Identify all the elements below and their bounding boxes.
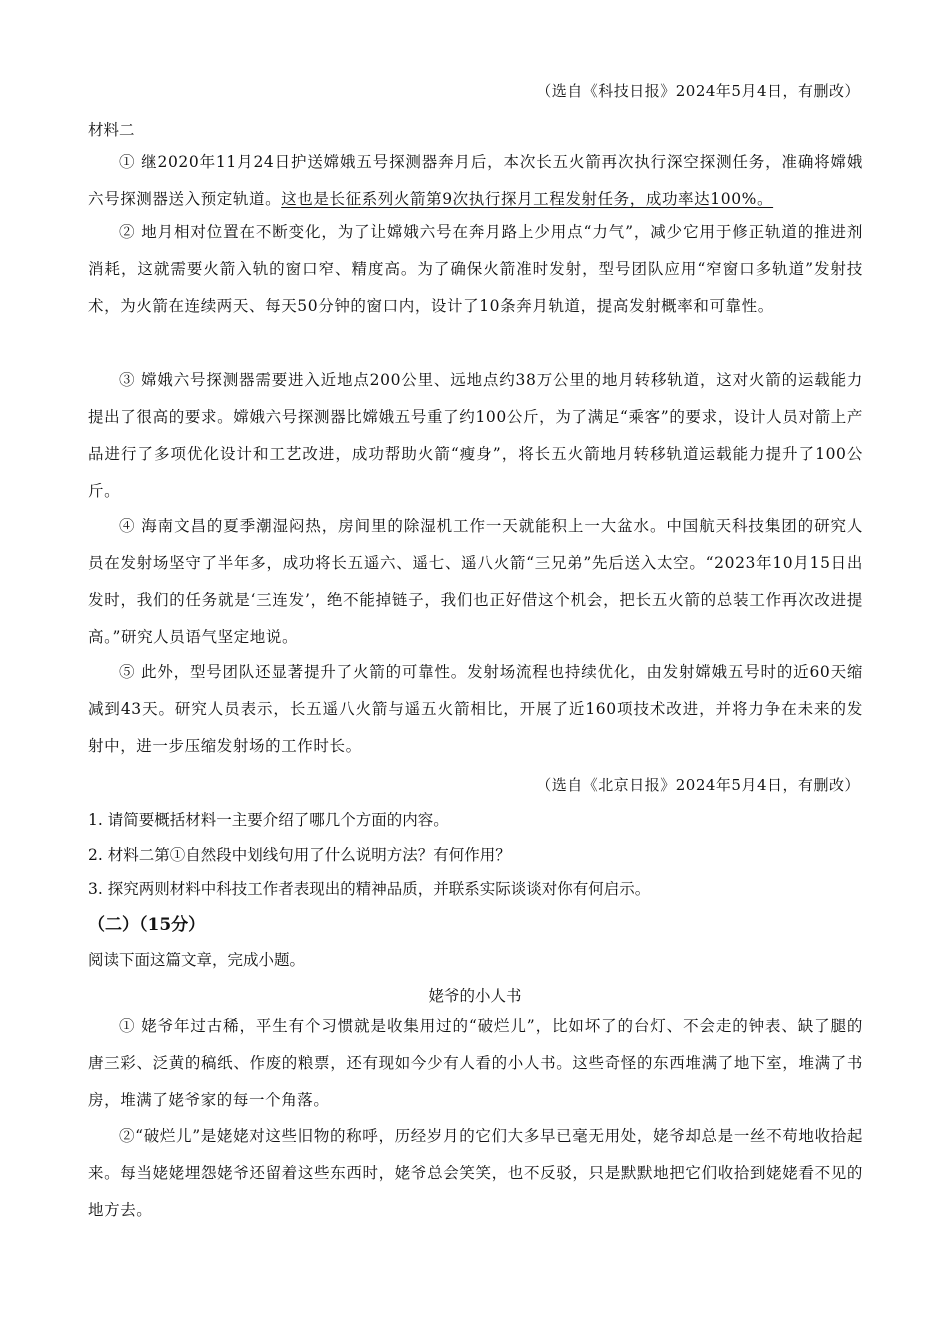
question-1: 1. 请简要概括材料一主要介绍了哪几个方面的内容。	[88, 811, 449, 829]
material-two-paragraph-1	[88, 144, 863, 218]
story-title: 姥爷的小人书	[428, 987, 522, 1005]
material-two-label: 材料二	[88, 121, 135, 139]
section-two-heading: （二）（15分）	[88, 915, 206, 935]
source-citation-1: （选自《科技日报》2024年5月4日，有删改）	[536, 82, 860, 100]
story-paragraph-2: ②“破烂儿”是姥姥对这些旧物的称呼，历经岁月的它们大多早已毫无用处，姥爷却总是一丝不苟地收拾起来。每当姥姥埋怨姥爷还留着这些东西时，姥爷总会笑笑，也不反驳，只是默默地把它们收拾到姥姥看不见的地方去。	[88, 1127, 863, 1219]
paragraph-1-text: ① 继2020年11月24日护送嫦娥五号探测器奔月后，本次长五火箭再次执行深空探测任务，准确将嫦娥六号探测器送入预定轨道。	[88, 153, 863, 208]
story-paragraph-1: ① 姥爷年过古稀，平生有个习惯就是收集用过的“破烂儿”，比如坏了的台灯、不会走的钟表、缺了腿的唐三彩、泛黄的稿纸、作废的粮票，还有现如今少有人看的小人书。这些奇怪的东西堆满了地下室，堆满了书房，堆满了姥爷家的每一个角落。	[88, 1017, 863, 1109]
question-2: 2. 材料二第①自然段中划线句用了什么说明方法？有何作用？	[88, 846, 511, 864]
material-two-paragraph-4: ④ 海南文昌的夏季潮湿闷热，房间里的除湿机工作一天就能积上一大盆水。中国航天科技集团的研究人员在发射场坚守了半年多，成功将长五遥六、遥七、遥八火箭“三兄弟”先后送入太空。“2023年10月15日出发时，我们的任务就是‘三连发’，绝不能掉链子，我们也正好借这个机会，把长五火箭的总装工作再次改进提高。”研究人员语气坚定地说。	[88, 517, 863, 646]
material-two-paragraph-5: ⑤ 此外，型号团队还显著提升了火箭的可靠性。发射场流程也持续优化，由发射嫦娥五号时的近60天缩减到43天。研究人员表示，长五遥八火箭与遥五火箭相比，开展了近160项技术改进，并将力争在未来的发射中，进一步压缩发射场的工作时长。	[88, 663, 863, 755]
reading-instruction: 阅读下面这篇文章，完成小题。	[88, 951, 306, 969]
question-3: 3. 探究两则材料中科技工作者表现出的精神品质，并联系实际谈谈对你有何启示。	[88, 880, 651, 898]
material-two-paragraph-3: ③ 嫦娥六号探测器需要进入近地点200公里、远地点约38万公里的地月转移轨道，这对火箭的运载能力提出了很高的要求。嫦娥六号探测器比嫦娥五号重了约100公斤，为了满足“乘客”的要求，设计人员对箭上产品进行了多项优化设计和工艺改进，成功帮助火箭“瘦身”，将长五火箭地月转移轨道运载能力提升了100公斤。	[88, 371, 863, 500]
material-two-paragraph-2: ② 地月相对位置在不断变化，为了让嫦娥六号在奔月路上少用点“力气”，减少它用于修正轨道的推进剂消耗，这就需要火箭入轨的窗口窄、精度高。为了确保火箭准时发射，型号团队应用“窄窗口多轨道”发射技术，为火箭在连续两天、每天50分钟的窗口内，设计了10条奔月轨道，提高发射概率和可靠性。	[88, 223, 863, 315]
source-citation-2: （选自《北京日报》2024年5月4日，有删改）	[536, 776, 860, 794]
underlined-sentence: 这也是长征系列火箭第9次执行探月工程发射任务，成功率达100%。	[281, 190, 774, 208]
